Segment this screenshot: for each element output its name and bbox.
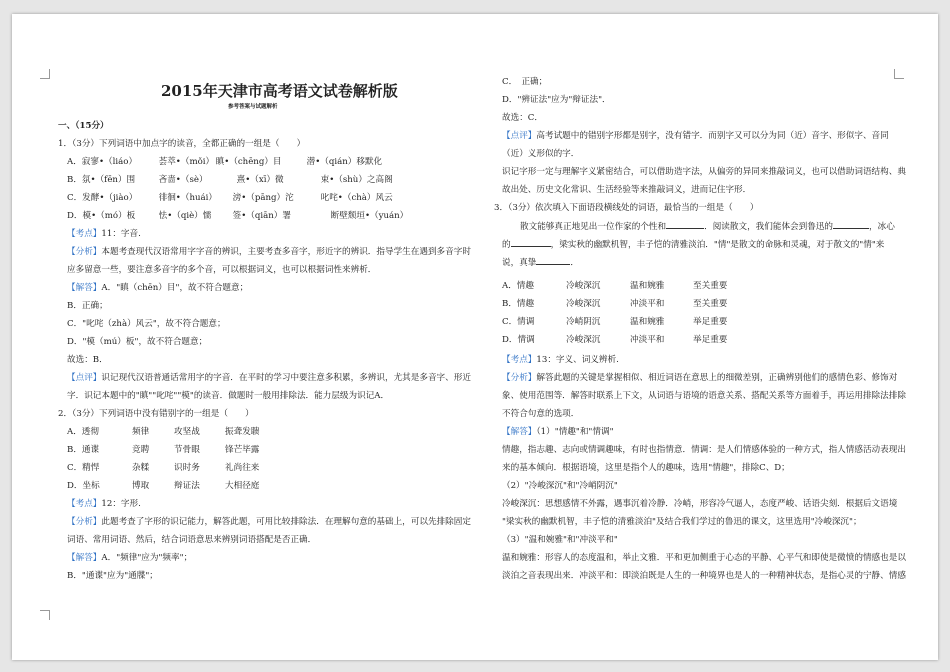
document-subtitle: 参考答案与试题解析 [228,104,278,110]
q3-option-c-2: 冷峭阴沉 [566,317,601,327]
dianping-text: 高考试题中的错别字形都是别字，没有错字．而别字又可以分为同（近）音字、形似字、音同 [536,131,889,141]
q3-jieda-line-7: 温和婉雅：形容人的态度温和，举止文雅．平和更加侧重于心态的平静、心平气和即使是微愤的情感也是以 [502,553,906,563]
q2-option-d-4: 大相径庭 [225,481,260,491]
q3-option-a-3: 温和婉雅 [630,281,665,291]
q1-dianping-line-2: 字．识记本题中的"瞋""叱咤""模"的读音．做题时一般用排除法．能力层级为识记A． [67,391,390,401]
kaodian-text: 11：字音. [101,229,141,239]
q2-fenxi-line-1 [67,516,471,528]
jieda-text: （1）"情趣"和"情调" [536,427,614,437]
q2-dianping-line-1 [502,130,889,142]
q1-dianping-line-1 [67,372,471,384]
q3-option-c-1: C．情调 [502,317,535,327]
jieda-tag: 【解答】 [67,553,102,563]
q1-kaodian [67,228,141,240]
q3-jieda-line-5: "梁实秋的幽默机智，丰子恺的清雅淡泊"及结合我们学过的鲁迅的课文，这里选用"冷峻深沉"； [502,517,862,527]
q3-jieda-line-2: 来的基本倾向．根据语境，这里是指个人的趣味，选用"情趣"，排除C、D； [502,463,790,473]
q2-option-c-2: 杂糅 [132,463,150,473]
q3-option-b-2: 冷峻深沉 [566,299,601,309]
document-page [12,14,938,660]
q3-option-a-4: 至关重要 [693,281,728,291]
q3-option-d-3: 冲淡平和 [630,335,665,345]
q2-jieda-line-3: C． 正确； [502,77,548,87]
q1-jieda-line-3: C．"叱咤（zhà）风云"，故不符合题意； [67,319,226,329]
q2-option-a-4: 振聋发聩 [225,427,260,437]
dianping-tag: 【点评】 [502,131,537,141]
jieda-tag: 【解答】 [67,283,102,293]
fenxi-text: 本题考查现代汉语常用字字音的辨识，主要考查多音字，形近字的辨识．指导学生在遇到多音字时 [101,247,471,257]
q3-jieda-line-6: （3）"温和婉雅"和"冲淡平和" [502,535,618,545]
q1-jieda-line-2: B．正确； [67,301,108,311]
passage-text: 说，真挚 [502,258,537,268]
q3-fenxi-line-1 [502,372,897,384]
section-heading: 一、（15分） [58,121,109,131]
fill-blank-2 [833,220,869,229]
q1-option-d-4: 断壁颓垣•（yuán） [322,211,409,221]
fill-blank-4 [536,256,570,265]
q2-stem: 2．（3分）下列词语中没有错别字的一组是（ ） [58,409,254,419]
jieda-text: A．"频律"应为"频率"； [101,553,193,563]
fenxi-text: 此题考查了字形的识记能力，解答此题，可用比较排除法．在理解句意的基础上，可以先排除固定 [101,517,471,527]
fenxi-tag: 【分析】 [67,517,102,527]
crop-mark-top-left [40,69,50,79]
dianping-text: 识记现代汉语普通话常用字的字音．在平时的学习中要注意多积累，多辨识，尤其是多音字、形近 [101,373,471,383]
q3-option-b-4: 至关重要 [693,299,728,309]
q3-fenxi-line-2: 象、使用范围等．解答时联系上下文，从词语与语境的语意关系、搭配关系等方面着手，再运用排除法排除 [502,391,906,401]
q3-passage-line-2 [502,238,884,251]
q3-option-d-1: D．情调 [502,335,535,345]
q3-fenxi-line-3: 不符合句意的选项． [502,409,580,419]
kaodian-tag: 【考点】 [67,229,102,239]
q2-jieda-line-2: B．"通谍"应为"通牒"； [67,571,158,581]
q1-answer: 故选：B． [67,355,108,365]
crop-mark-top-right [894,69,904,79]
q3-jieda-line-3: （2）"冷峻深沉"和"冷峭阴沉" [502,481,618,491]
q3-jieda-line-1: 情趣，指志趣、志向或情调趣味，有时也指情意．情调：是人们情感体验的一种方式，指人情感活动表现出 [502,445,906,455]
q1-stem: 1．（3分）下列词语中加点字的读音，全都正确的一组是（ ） [58,139,306,149]
q3-stem: 3．（3分）依次填入下面语段横线处的词语，最恰当的一组是（ ） [494,203,759,213]
q3-option-a-1: A．情趣 [502,281,534,291]
q3-option-d-4: 举足重要 [693,335,728,345]
q2-jieda-line-4: D．"辨证法"应为"辩证法"． [502,95,611,105]
q1-option-c-1: C．发酵•（jiào） [67,193,138,203]
q1-option-d-3: 签•（qiān）署 [224,211,291,221]
q1-jieda-line-4: D．"模（mú）板"，故不符合题意； [67,337,208,347]
passage-text: ． [570,258,579,268]
q3-option-d-2: 冷峻深沉 [566,335,601,345]
q1-option-c-4: 叱咤•（chà）风云 [312,193,393,203]
kaodian-text: 13：字义、词义辨析. [536,355,619,365]
q3-passage-line-1 [520,220,895,233]
q2-jieda-line-1 [67,552,192,564]
passage-text: 散文能够真正地见出一位作家的个性和 [520,222,667,232]
q3-option-c-3: 温和婉雅 [630,317,665,327]
q1-fenxi-line-1 [67,246,471,258]
q2-option-c-3: 识时务 [174,463,200,473]
q2-option-a-2: 频律 [132,427,150,437]
q2-option-d-3: 辩证法 [174,481,200,491]
q3-jieda-line-4: 冷峻深沉：思想感情不外露，遇事沉着冷静．冷峭，形容冷气逼人，态度严峻、话语尖刻．根据后文语境 [502,499,898,509]
q2-option-a-3: 攻坚战 [174,427,200,437]
passage-text: ．阅读散文，我们能体会到鲁迅的 [704,222,834,232]
q2-option-c-4: 礼尚往来 [225,463,260,473]
crop-mark-bottom-left [40,610,50,620]
q1-option-b-4: 束•（shù）之高阁 [312,175,393,185]
q1-option-d-1: D．模•（mó）板 [67,211,136,221]
q2-dianping-line-3: 识记字形一定与理解字义紧密结合，可以借助造字法，从偏旁的异同来推敲词义，也可以借助词语结构、典 [502,167,906,177]
q2-fenxi-line-2: 词语、常用词语、然后，结合词语意思来辨别词语搭配是否正确． [67,535,317,545]
document-title: 2015年天津市高考语文试卷解析版 [161,82,398,100]
q2-kaodian [67,498,141,510]
fenxi-tag: 【分析】 [67,247,102,257]
fenxi-text: 解答此题的关键是掌握相似、相近词语在意思上的细微差别，正确辨别他们的感情色彩、修饰对 [536,373,898,383]
q1-option-a-1: A．寂寥•（liáo） [67,157,138,167]
kaodian-tag: 【考点】 [67,499,102,509]
q1-option-a-2: 荟萃•（mǒi） [150,157,215,167]
q2-option-b-4: 锋芒毕露 [225,445,260,455]
q1-option-b-1: B．氛•（fēn）围 [67,175,136,185]
q3-kaodian [502,354,619,366]
jieda-tag: 【解答】 [502,427,537,437]
q1-option-b-3: 熹•（xī）微 [228,175,284,185]
q1-option-c-3: 滂•（pāng）沱 [224,193,294,203]
q1-option-a-4: 潜•（qián）移默化 [298,157,383,167]
q3-option-c-4: 举足重要 [693,317,728,327]
fenxi-tag: 【分析】 [502,373,537,383]
q1-fenxi-line-2: 应多留意一些，要注意多音字的多个音，可以根据词义，也可以根据词性来辨析． [67,265,377,275]
q1-option-b-2: 吝啬•（sè） [150,175,208,185]
q2-option-b-2: 竞聘 [132,445,150,455]
jieda-text: A．"瞋（chēn）目"，故不符合题意； [101,283,249,293]
q2-answer: 故选：C． [502,113,543,123]
fill-blank-1 [666,220,704,229]
q2-option-b-3: 节骨眼 [174,445,200,455]
q2-option-d-1: D．坐标 [67,481,100,491]
q2-option-d-2: 博取 [132,481,150,491]
q2-option-c-1: C．精悍 [67,463,100,473]
passage-text: ，梁实秋的幽默机智，丰子恺的清雅淡泊．"情"是散文的命脉和灵魂，对于散文的"情"来 [550,240,885,250]
q3-jieda-line-8: 淡泊之音表现出来．冲淡平和：即淡泊既是人生的一种境界也是人的一种精神状态，是指心灵的宁静、情感 [502,571,906,581]
kaodian-tag: 【考点】 [502,355,537,365]
passage-text: 的 [502,240,511,250]
q1-option-d-2: 怯•（qiè）懦 [150,211,212,221]
q2-option-b-1: B．通谍 [67,445,100,455]
q3-jieda-line-0 [502,426,614,438]
passage-text: ，冰心 [869,222,895,232]
q2-dianping-line-4: 故出处、历史文化常识、生活经验等来推敲词义，进而记住字形． [502,185,752,195]
q3-passage-line-3 [502,256,579,269]
dianping-tag: 【点评】 [67,373,102,383]
q3-option-b-3: 冲淡平和 [630,299,665,309]
q3-option-a-2: 冷峻深沉 [566,281,601,291]
q2-dianping-line-2: （近）义形似的字． [502,149,580,159]
q2-option-a-1: A．透彻 [67,427,99,437]
q1-option-a-3: 瞋•（chēng）目 [207,157,282,167]
fill-blank-3 [511,238,551,247]
q3-option-b-1: B．情趣 [502,299,535,309]
kaodian-text: 12：字形. [101,499,141,509]
q1-option-c-2: 徘徊•（huái） [150,193,217,203]
q1-jieda-line-1 [67,282,248,294]
